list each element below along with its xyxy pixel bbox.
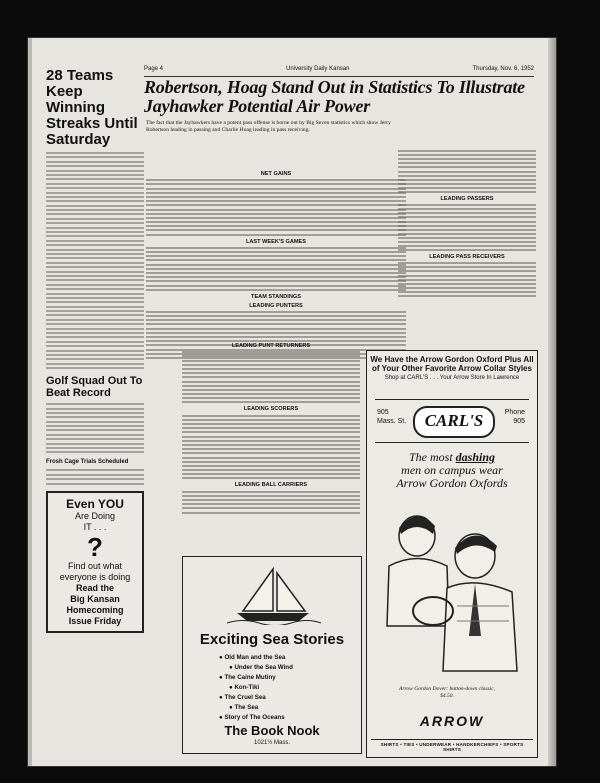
- promo-line-8: Homecoming: [66, 604, 124, 615]
- frosh-headline: Frosh Cage Trials Scheduled: [46, 459, 129, 466]
- carls-address: 905 Mass. St.: [377, 409, 407, 425]
- arrow-brand-logo: ARROW: [419, 713, 485, 729]
- carls-banner: [375, 399, 529, 443]
- punt-returners-title: LEADING PUNT RETURNERS: [231, 343, 311, 349]
- newspaper-page: [28, 38, 556, 766]
- golf-text: [46, 403, 144, 453]
- book-nook-ad: [182, 556, 362, 754]
- arrow-shirt-ad: [366, 350, 538, 758]
- book-item: ● The Sea: [229, 704, 259, 711]
- issue-date: Thursday, Nov. 6, 1952: [472, 66, 534, 72]
- page-fold: [28, 38, 32, 766]
- promo-line-5: everyone is doing: [59, 571, 131, 582]
- promo-line-3: IT . . .: [83, 521, 107, 532]
- left-column: [46, 68, 144, 633]
- promo-line-9: Issue Friday: [68, 615, 122, 626]
- right-stats-column: [398, 148, 536, 299]
- arrow-ad-shop: Shop at CARL'S . . . Your Arrow Store In Lawrence: [384, 375, 520, 381]
- couple-illustration: [377, 496, 527, 676]
- book-item: ● The Caine Mutiny: [219, 674, 276, 681]
- golf-headline: Golf Squad Out To Beat Record: [46, 375, 143, 400]
- sailboat-icon: [223, 565, 323, 625]
- paper-name: University Daily Kansan: [286, 66, 350, 72]
- net-gains-title: NET GAINS: [260, 171, 292, 177]
- team-standings-title: TEAM STANDINGS: [251, 293, 301, 300]
- main-headline: Robertson, Hoag Stand Out in Statistics To Illustrate Jayhawker Potential Air Power: [144, 77, 525, 116]
- stats-tables: [146, 168, 406, 361]
- leading-scorers-title: LEADING SCORERS: [243, 406, 299, 413]
- question-mark-icon: ?: [87, 531, 103, 562]
- ball-carriers-title: LEADING BALL CARRIERS: [234, 482, 308, 489]
- arrow-product-line: SHIRTS • TIES • UNDERWEAR • HANDKERCHIEFS • SPORTS SHIRTS: [371, 739, 533, 752]
- arrow-caption: Arrow Gordon Dover: button-down classic, $4.50.: [399, 686, 495, 699]
- book-item: ● Story of The Oceans: [219, 714, 285, 721]
- leading-passers-title: LEADING PASSERS: [440, 196, 494, 203]
- book-list: [219, 653, 359, 723]
- homecoming-promo: [46, 491, 144, 633]
- book-item: ● Old Man and the Sea: [219, 654, 286, 661]
- pass-receivers-title: LEADING PASS RECEIVERS: [429, 254, 505, 261]
- frosh-text: [46, 469, 144, 484]
- promo-line-1: Even YOU: [66, 496, 124, 511]
- dashing-slogan: The most dashing men on campus wear Arrow Gordon Oxfords: [396, 450, 508, 490]
- book-nook-address: 1021½ Mass.: [253, 740, 291, 746]
- promo-line-6: Read the: [75, 582, 114, 593]
- winning-streaks-headline: 28 Teams Keep Winning Streaks Until Saturday: [46, 67, 138, 148]
- promo-line-4: Find out what: [67, 560, 123, 571]
- book-item: ● Kon-Tiki: [229, 684, 260, 691]
- lede-paragraph: The fact that the Jayhawkers have a potent pass offense is borne out by Big Seven statistics which show Jerry Robertson leading in passing and Charlie Hoag leading in pass receiving.: [146, 120, 391, 133]
- book-item: ● The Cruel Sea: [219, 694, 266, 701]
- last-week-title: LAST WEEK'S GAMES: [245, 238, 307, 245]
- book-item: ● Under the Sea Wind: [229, 664, 293, 671]
- promo-line-2: Are Doing: [74, 510, 116, 521]
- carls-logo: CARL'S: [413, 406, 495, 438]
- page-header: [144, 66, 534, 77]
- lower-stats-tables: [182, 340, 360, 516]
- book-ad-title: Exciting Sea Stories: [199, 631, 345, 648]
- article-text: [46, 152, 144, 369]
- page-number: Page 4: [144, 66, 164, 72]
- promo-line-7: Big Kansan: [70, 593, 120, 604]
- book-nook-name: The Book Nook: [224, 723, 320, 738]
- carls-phone: Phone 905: [504, 409, 525, 425]
- leading-punters-title: LEADING PUNTERS: [249, 302, 303, 309]
- arrow-ad-headline: We Have the Arrow Gordon Oxford Plus All of Your Other Favorite Arrow Collar Styles: [370, 355, 534, 373]
